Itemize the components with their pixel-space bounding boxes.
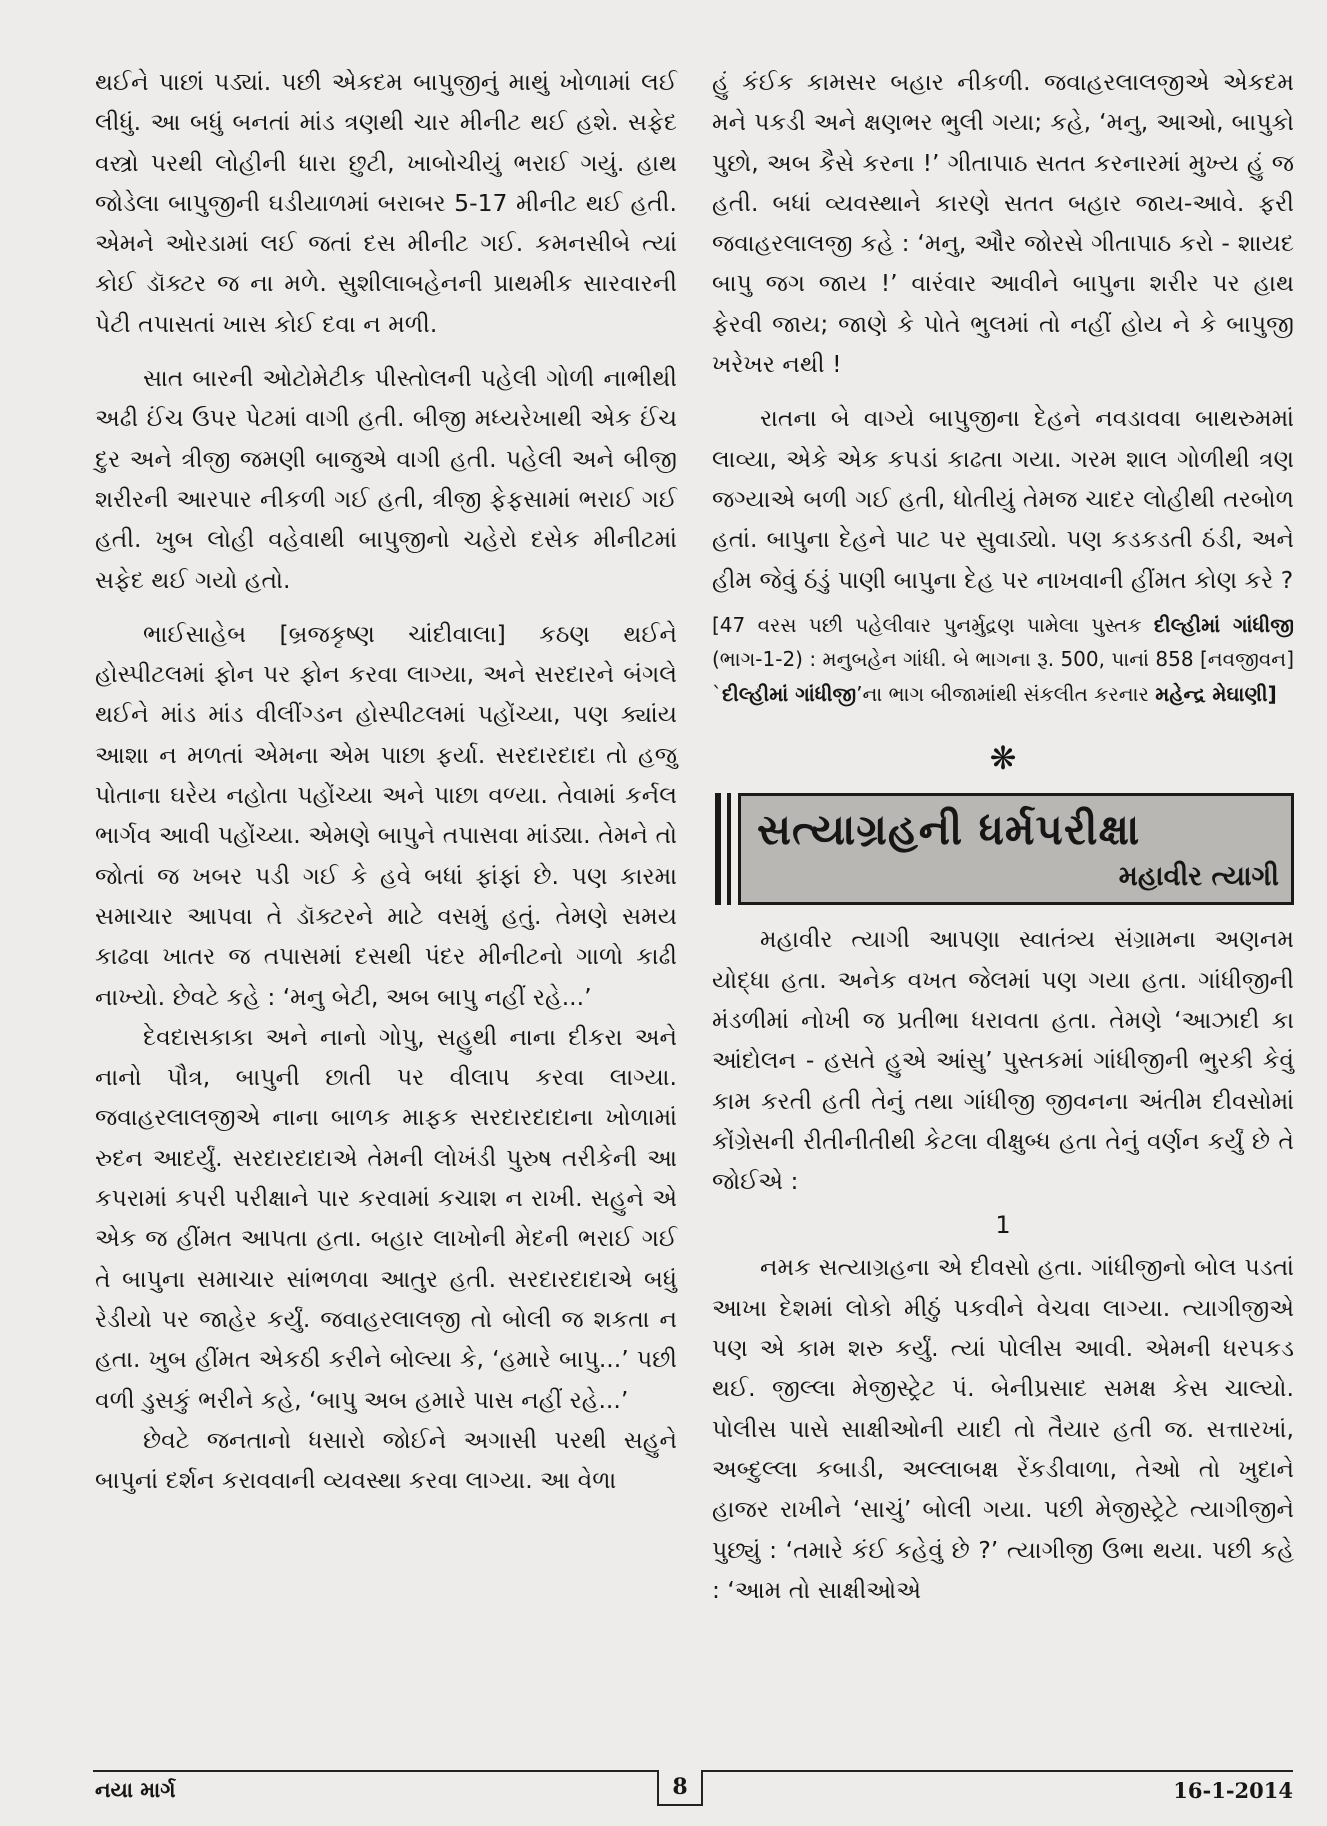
paragraph: હું કંઈક કામસર બહાર નીકળી. જવાહરલાલજીએ એકદમ મને પકડી અને ક્ષણભર ભુલી ગયા; કહે, ‘મનુ, આઓ, બાપુકો પુછો, અબ કૈસે કરના !’ ગીતાપાઠ સતત કરનારમાં મુખ્ય હું જ હતી. બધાં વ્યવસ્થાને કારણે સતત બહાર જાય-આવે. ફરી જવાહરલાલજી કહે : ‘મનુ, ઔર જોરસે ગીતાપાઠ કરો - શાયદ બાપુ જગ જાય !’ વારંવાર આવીને બાપુના શરીર પર હાથ ફેરવી જાય; જાણે કે પોતે ભુલમાં તો નહીં હોય ને કે બાપુજી ખરેખર નથી !: [712, 68, 1294, 379]
intro-paragraph: મહાવીર ત્યાગી આપણા સ્વાતંત્ર્ય સંગ્રામના અણનમ યોદ્ધા હતા. અનેક વખત જેલમાં પણ ગયા હતા. ગાંધીજીની મંડળીમાં નોખી જ પ્રતીભા ધરાવતા હતા. તેમણે ‘આઝાદી કા આંદોલન - હસતે હુએ આંસુ’ પુસ્તકમાં ગાંધીજીની ભુરકી કેવું કામ કરતી હતી તેનું તથા ગાંધીજી જીવનના અંતીમ દીવસોમાં કોંગ્રેસની રીતીનીતીથી કેટલા વીક્ષુબ્ધ હતા તેનું વર્ણન કર્યું છે તે જોઈએ :: [712, 925, 1294, 1196]
paragraph: નમક સત્યાગ્રહના એ દીવસો હતા. ગાંધીજીનો બોલ પડતાં આખા દેશમાં લોકો મીઠું પકવીને વેચવા લાગ્યા. ત્યાગીજીએ પણ એ કામ શરુ કર્યું. ત્યાં પોલીસ આવી. એમની ધરપકડ થઈ. જીલ્લા મેજીસ્ટ્રેટ પં. બેનીપ્રસાદ સમક્ષ કેસ ચાલ્યો. પોલીસ પાસે સાક્ષીઓની યાદી તો તૈયાર હતી જ. સત્તારખાં, અબ્દુલ્લા કબાડી, અલ્લાબક્ષ રેંકડીવાળા, તેઓ તો ખુદાને હાજર રાખીને ‘સાચું’ બોલી ગયા. પછી મેજીસ્ટ્રેટે ત્યાગીજીને પુછ્યું : ‘તમારે કંઈ કહેવું છે ?’ ત્યાગીજી ઉભા થયા. પછી કહે : ‘આમ તો સાક્ષીઓએ: [712, 1253, 1294, 1604]
paragraph: થઈને પાછાં પડ્યાં. પછી એકદમ બાપુજીનું માથું ખોળામાં લઈ લીધું. આ બધું બનતાં માંડ ત્રણથી ચાર મીનીટ થઈ હશે. સફેદ વસ્ત્રો પરથી લોહીની ધારા છુટી, ખાબોચીયું ભરાઈ ગયું. હાથ જોડેલા બાપુજીની ઘડીયાળમાં બરાબર 5-17 મીનીટ થઈ હતી. એમને ઓરડામાં લઈ જતાં દસ મીનીટ ગઈ. કમનસીબે ત્યાં કોઈ ડૉક્ટર જ ના મળે. સુશીલાબહેનની પ્રાથમીક સારવારની પેટી તપાસતાં ખાસ કોઈ દવા ન મળી.: [95, 68, 677, 338]
compiler-name: મહેન્દ્ર મેઘાણી]: [1155, 681, 1277, 706]
asterism-divider-icon: ❋: [989, 739, 1017, 778]
paragraph: દેવદાસકાકા અને નાનો ગોપુ, સહુથી નાના દીકરા અને નાનો પૌત્ર, બાપુની છાતી પર વીલાપ કરવા લાગ્યા. જવાહરલાલજીએ નાના બાળક માફક સરદારદાદાના ખોળામાં રુદન આદર્યું. સરદારદાદાએ તેમની લોખંડી પુરુષ તરીકેની આ કપરામાં કપરી પરીક્ષાને પાર કરવામાં કચાશ ન રાખી. સહુને એ એક જ હીંમત આપતા હતા. બહાર લાખોની મેદની ભરાઈ ગઈ તે બાપુના સમાચાર સાંભળવા આતુર હતી. સરદારદાદાએ બધું રેડીયો પર જાહેર કર્યું. જવાહરલાલજી તો બોલી જ શકતા ન હતા. ખુબ હીંમત એકઠી કરીને બોલ્યા કે, ‘હમારે બાપુ...’ પછી વળી ડુસકું ભરીને કહે, ‘બાપુ અબ હમારે પાસ નહીં રહે...’: [95, 1022, 677, 1414]
article-title: સત્યાગ્રહની ધર્મપરીક્ષા: [757, 805, 1141, 855]
paragraph: ભાઈસાહેબ [બ્રજકૃષ્ણ ચાંદીવાલા] કઠણ થઈને હોસ્પીટલમાં ફોન પર ફોન કરવા લાગ્યા, અને સરદારને બંગલે થઈને માંડ માંડ વીલીંગ્ડન હોસ્પીટલમાં પહોંચ્યા, પણ ક્યાંય આશા ન મળતાં એમના એમ પાછા ફર્યા. સરદારદાદા તો હજુ પોતાના ઘરેય નહોતા પહોંચ્યા અને પાછા વળ્યા. તેવામાં કર્નલ ભાર્ગવ આવી પહોંચ્યા. એમણે બાપુને તપાસવા માંડ્યા. તેમને તો જોતાં જ ખબર પડી ગઈ કે હવે બધાં ફાંફાં છે. પણ કારમા સમાચાર આપવા તે ડૉક્ટરને માટે વસમું હતું. તેમણે સમય કાઢવા ખાતર જ તપાસમાં દસથી પંદર મીનીટનો ગાળો કાઢી નાખ્યો. છેવટે કહે : ‘મનુ બેટી, અબ બાપુ નહીં રહે...’: [95, 619, 677, 1011]
article-title-box: [738, 793, 1294, 905]
magazine-name: નયા માર્ગ: [95, 1778, 176, 1802]
paragraph: રાતના બે વાગ્યે બાપુજીના દેહને નવડાવવા બાથરુમમાં લાવ્યા, એકે એક કપડાં કાઢતા ગયા. ગરમ શાલ ગોળીથી ત્રણ જગ્યાએ બળી ગઈ હતી, ધોતીયું તેમજ ચાદર લોહીથી તરબોળ હતાં. બાપુના દેહને પાટ પર સુવાડ્યો. પણ કડકડતી ઠંડી, અને હીમ જેવું ઠંડું પાણી બાપુના દેહ પર નાખવાની હીંમત કોણ કરે ?: [712, 404, 1294, 594]
page-number: 8: [657, 1770, 703, 1806]
book-title: દીલ્હીમાં ગાંધીજી: [1153, 612, 1294, 637]
paragraph: સાત બારની ઓટોમેટીક પીસ્તોલની પહેલી ગોળી નાભીથી અઢી ઈંચ ઉપર પેટમાં વાગી હતી. બીજી મધ્યરેખાથી એક ઈંચ દુર અને ત્રીજી જમણી બાજુએ વાગી હતી. પહેલી અને બીજી શરીરની આરપાર નીકળી ગઈ હતી, ત્રીજી ફેફસામાં ભરાઈ ગઈ હતી. ખુબ લોહી વહેવાથી બાપુજીનો ચહેરો દસેક મીનીટમાં સફેદ થઈ ગયો હતો.: [95, 364, 677, 594]
issue-date: 16-1-2014: [1173, 1778, 1293, 1803]
book-title: દીલ્હીમાં ગાંધીજી: [722, 681, 857, 706]
paragraph: છેવટે જનતાનો ધસારો જોઈને અગાસી પરથી સહુને બાપુનાં દર્શન કરાવવાની વ્યવસ્થા કરવા લાગ્યા. આ વેળા: [95, 1425, 677, 1495]
left-column: [95, 62, 677, 1500]
section-number: 1: [995, 1211, 1011, 1240]
article-author: મહાવીર ત્યાગી: [1118, 861, 1279, 893]
right-column: [712, 62, 1294, 1610]
source-note: [47 વરસ પછી પહેલીવાર પુનર્મુદ્રણ પામેલા પુસ્તક દીલ્હીમાં ગાંધીજી (ભાગ-1-2) : મનુબહેન ગાંધી. બે ભાગના રૂ. 500, પાનાં 858 [નવજીવન] `દીલ્હીમાં ગાંધીજી’ના ભાગ બીજામાંથી સંકલીત કરનાર મહેન્દ્ર મેઘાણી]: [712, 612, 1294, 706]
